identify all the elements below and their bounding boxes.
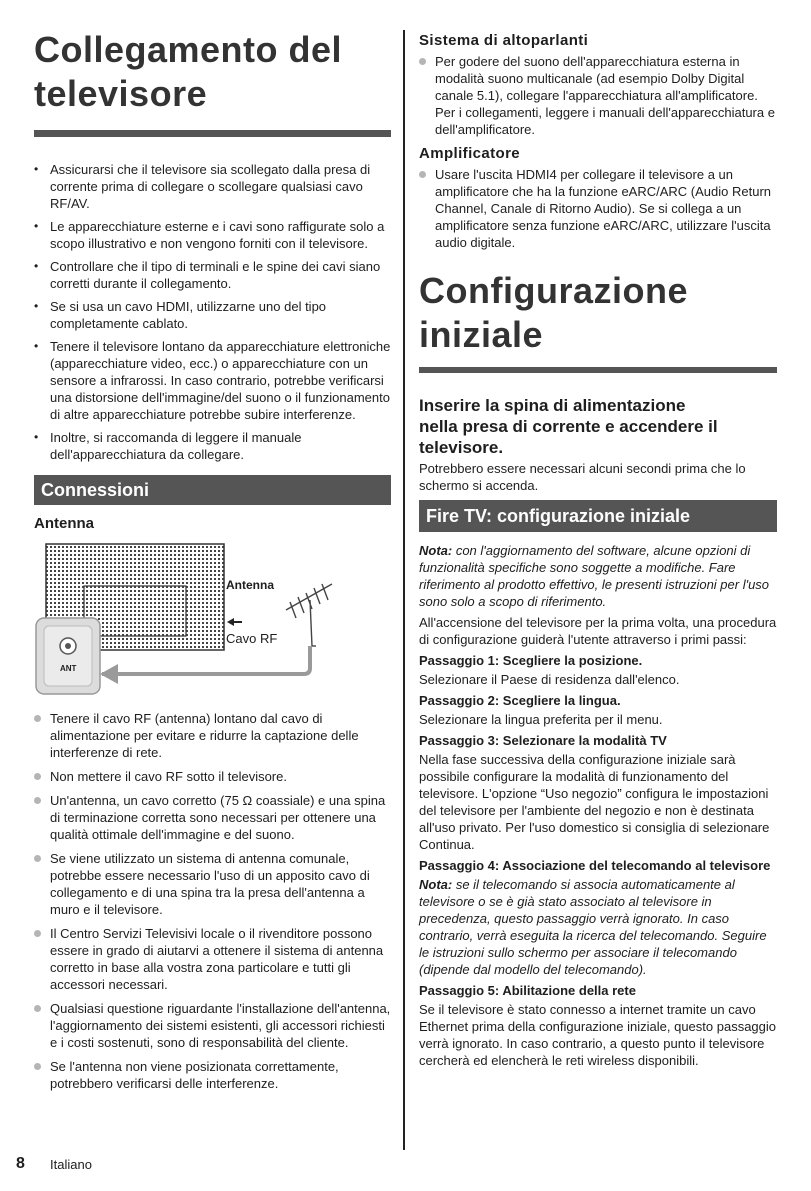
title-rule — [34, 130, 391, 137]
firetv-bar: Fire TV: configurazione iniziale — [419, 500, 777, 532]
antenna-bullet: Se viene utilizzato un sistema di antenna comunale, potrebbe essere necessario l'uso di un apposito cavo di collegamento e di una spina tra la presa dell'antenna a muro e il televisore. — [34, 850, 391, 918]
power-text: Potrebbero essere necessari alcuni secondi prima che lo schermo si accenda. — [419, 461, 746, 493]
speakers-bullet: Per godere del suono dell'apparecchiatura esterna in modalità suono multicanale (ad esempio Dolby Digital canale 5.1), collegare l'apparecchiatura all'amplificatore. Per i collegamenti, leggere i manuali dell'apparecchiatura e dell'amplificatore. — [419, 53, 777, 138]
step2-title: Passaggio 2: Scegliere la lingua. — [419, 693, 621, 708]
connections-bar: Connessioni — [34, 475, 391, 505]
footer-language: Italiano — [50, 1157, 92, 1172]
amplifier-heading: Amplificatore — [419, 145, 521, 162]
column-divider — [403, 30, 405, 1150]
cable-arrow-icon — [100, 664, 118, 684]
step4-title: Passaggio 4: Associazione del telecomando al televisore — [419, 858, 771, 873]
antenna-bullet: Un'antenna, un cavo corretto (75 Ω coassiale) e una spina di terminazione corretta sono necessari per ottenere una qualità ottimale dell'immagine e del suono. — [34, 792, 391, 843]
antenna-bullet: Il Centro Servizi Televisivi locale o il rivenditore possono essere in grado di aiutarvi a ottenere il sistema di antenna corretto in base alla vostra zona particolare e tutti gli accessori necessari. — [34, 925, 391, 993]
ant-label: ANT — [60, 664, 77, 673]
step3-title: Passaggio 3: Selezionare la modalità TV — [419, 733, 667, 748]
antenna-heading: Antenna — [34, 515, 94, 532]
note-remote: Nota: se il telecomando si associa automaticamente al televisore o se è già stato associato al televisore in precedenza, questo passaggio verrà ignorato. In caso contrario, verrà eseguita la ricerca del telecomando. Seguire le istruzioni sullo schermo per associare il telecomando (dipende dal modello del telecomando). — [419, 877, 767, 977]
left-column — [34, 28, 391, 1099]
antenna-bullet: Qualsiasi questione riguardante l'installazione dell'antenna, l'aggiornamento dei sistemi esistenti, gli accessori richiesti e i costi sostenuti, sono di responsabilità del cliente. — [34, 1000, 391, 1051]
right-column — [419, 32, 777, 1073]
title-line-1: Collegamento del — [34, 29, 343, 70]
antenna-bullet: Non mettere il cavo RF sotto il televisore. — [34, 768, 391, 785]
intro-bullet: • Tenere il televisore lontano da apparecchiature elettroniche (apparecchiature video, ecc.) o apparecchiature con un sensore a infrarossi. In caso contrario, potrebbe verificarsi una distorsione dell'immagine/del suono o il funzionamento di altre apparecchiature potrebbe subire interferenze. — [34, 338, 391, 423]
intro-text: All'accensione del televisore per la prima volta, una procedura di configurazione guiderà l'utente attraverso i primi passi: — [419, 615, 777, 647]
config-title-line-1: Configurazione — [419, 270, 688, 311]
config-title-rule — [419, 367, 777, 373]
intro-bullet: • Inoltre, si raccomanda di leggere il manuale dell'apparecchiatura da collegare. — [34, 429, 391, 463]
antenna-bullet: Se l'antenna non viene posizionata correttamente, potrebbero verificarsi delle interferenze. — [34, 1058, 391, 1092]
antenna-diagram — [34, 538, 391, 698]
antenna-bullet: Tenere il cavo RF (antenna) lontano dal cavo di alimentazione per evitare e ridurre la captazione delle interferenze di rete. — [34, 710, 391, 761]
step2-text: Selezionare la lingua preferita per il menu. — [419, 712, 663, 727]
step5-title: Passaggio 5: Abilitazione della rete — [419, 983, 636, 998]
page-number: 8 — [16, 1155, 25, 1172]
step1-text: Selezionare il Paese di residenza dall'elenco. — [419, 672, 680, 687]
page-title — [34, 28, 391, 116]
speakers-bullet-list — [419, 53, 777, 138]
cable-label: Cavo RF — [226, 631, 278, 646]
arrow-left-icon — [227, 618, 234, 626]
antenna-icon — [286, 584, 332, 646]
intro-bullet-list — [34, 161, 391, 463]
intro-bullet: • Le apparecchiature esterne e i cavi sono raffigurate solo a scopo illustrativo e non vengono forniti con il televisore. — [34, 218, 391, 252]
speakers-heading: Sistema di altoparlanti — [419, 32, 589, 49]
amplifier-bullet: Usare l'uscita HDMI4 per collegare il televisore a un amplificatore che ha la funzione eARC/ARC (Audio Return Channel, Canale di Ritorno Audio). Se si collega a un amplificatore senza funzione eARC/ARC, utilizzare l'uscita audio digitale. — [419, 166, 777, 251]
antenna-connection-figure — [34, 538, 391, 698]
antenna-label: Antenna — [226, 578, 274, 592]
intro-bullet: • Controllare che il tipo di terminali e le spine dei cavi siano corretti durante il collegamento. — [34, 258, 391, 292]
antenna-bullet-list — [34, 710, 391, 1092]
intro-bullet: • Assicurarsi che il televisore sia scollegato dalla presa di corrente prima di collegare o scollegare qualsiasi cavo RF/AV. — [34, 161, 391, 212]
config-title — [419, 269, 777, 357]
amplifier-bullet-list — [419, 166, 777, 251]
step3-text: Nella fase successiva della configurazione iniziale sarà possibile configurare la modalità di funzionamento del televisore. L'opzione “Uso negozio” configura le impostazioni del televisore per l'ambiente del negozio e non è destinata all'uso privato. Per l'uso domestico si consiglia di selezionare Continua. — [419, 752, 770, 852]
title-line-2: televisore — [34, 73, 208, 114]
step5-text: Se il televisore è stato connesso a internet tramite un cavo Ethernet prima della configurazione iniziale, questo passaggio verrà ignorato. In caso contrario, a questo punto il televisore cercherà ed elencherà le reti wireless disponibili. — [419, 1002, 776, 1068]
note-software: Nota: con l'aggiornamento del software, alcune opzioni di funzionalità specifiche sono soggette a modifiche. Fare riferimento al prodotto effettivo, le presenti istruzioni per l'uso sono solo a scopo di riferimento. — [419, 543, 770, 609]
power-heading: Inserire la spina di alimentazione nella presa di corrente e accendere il televisore. — [419, 396, 718, 457]
step1-title: Passaggio 1: Scegliere la posizione. — [419, 653, 643, 668]
config-title-line-2: iniziale — [419, 314, 544, 355]
intro-bullet: • Se si usa un cavo HDMI, utilizzarne uno del tipo completamente cablato. — [34, 298, 391, 332]
